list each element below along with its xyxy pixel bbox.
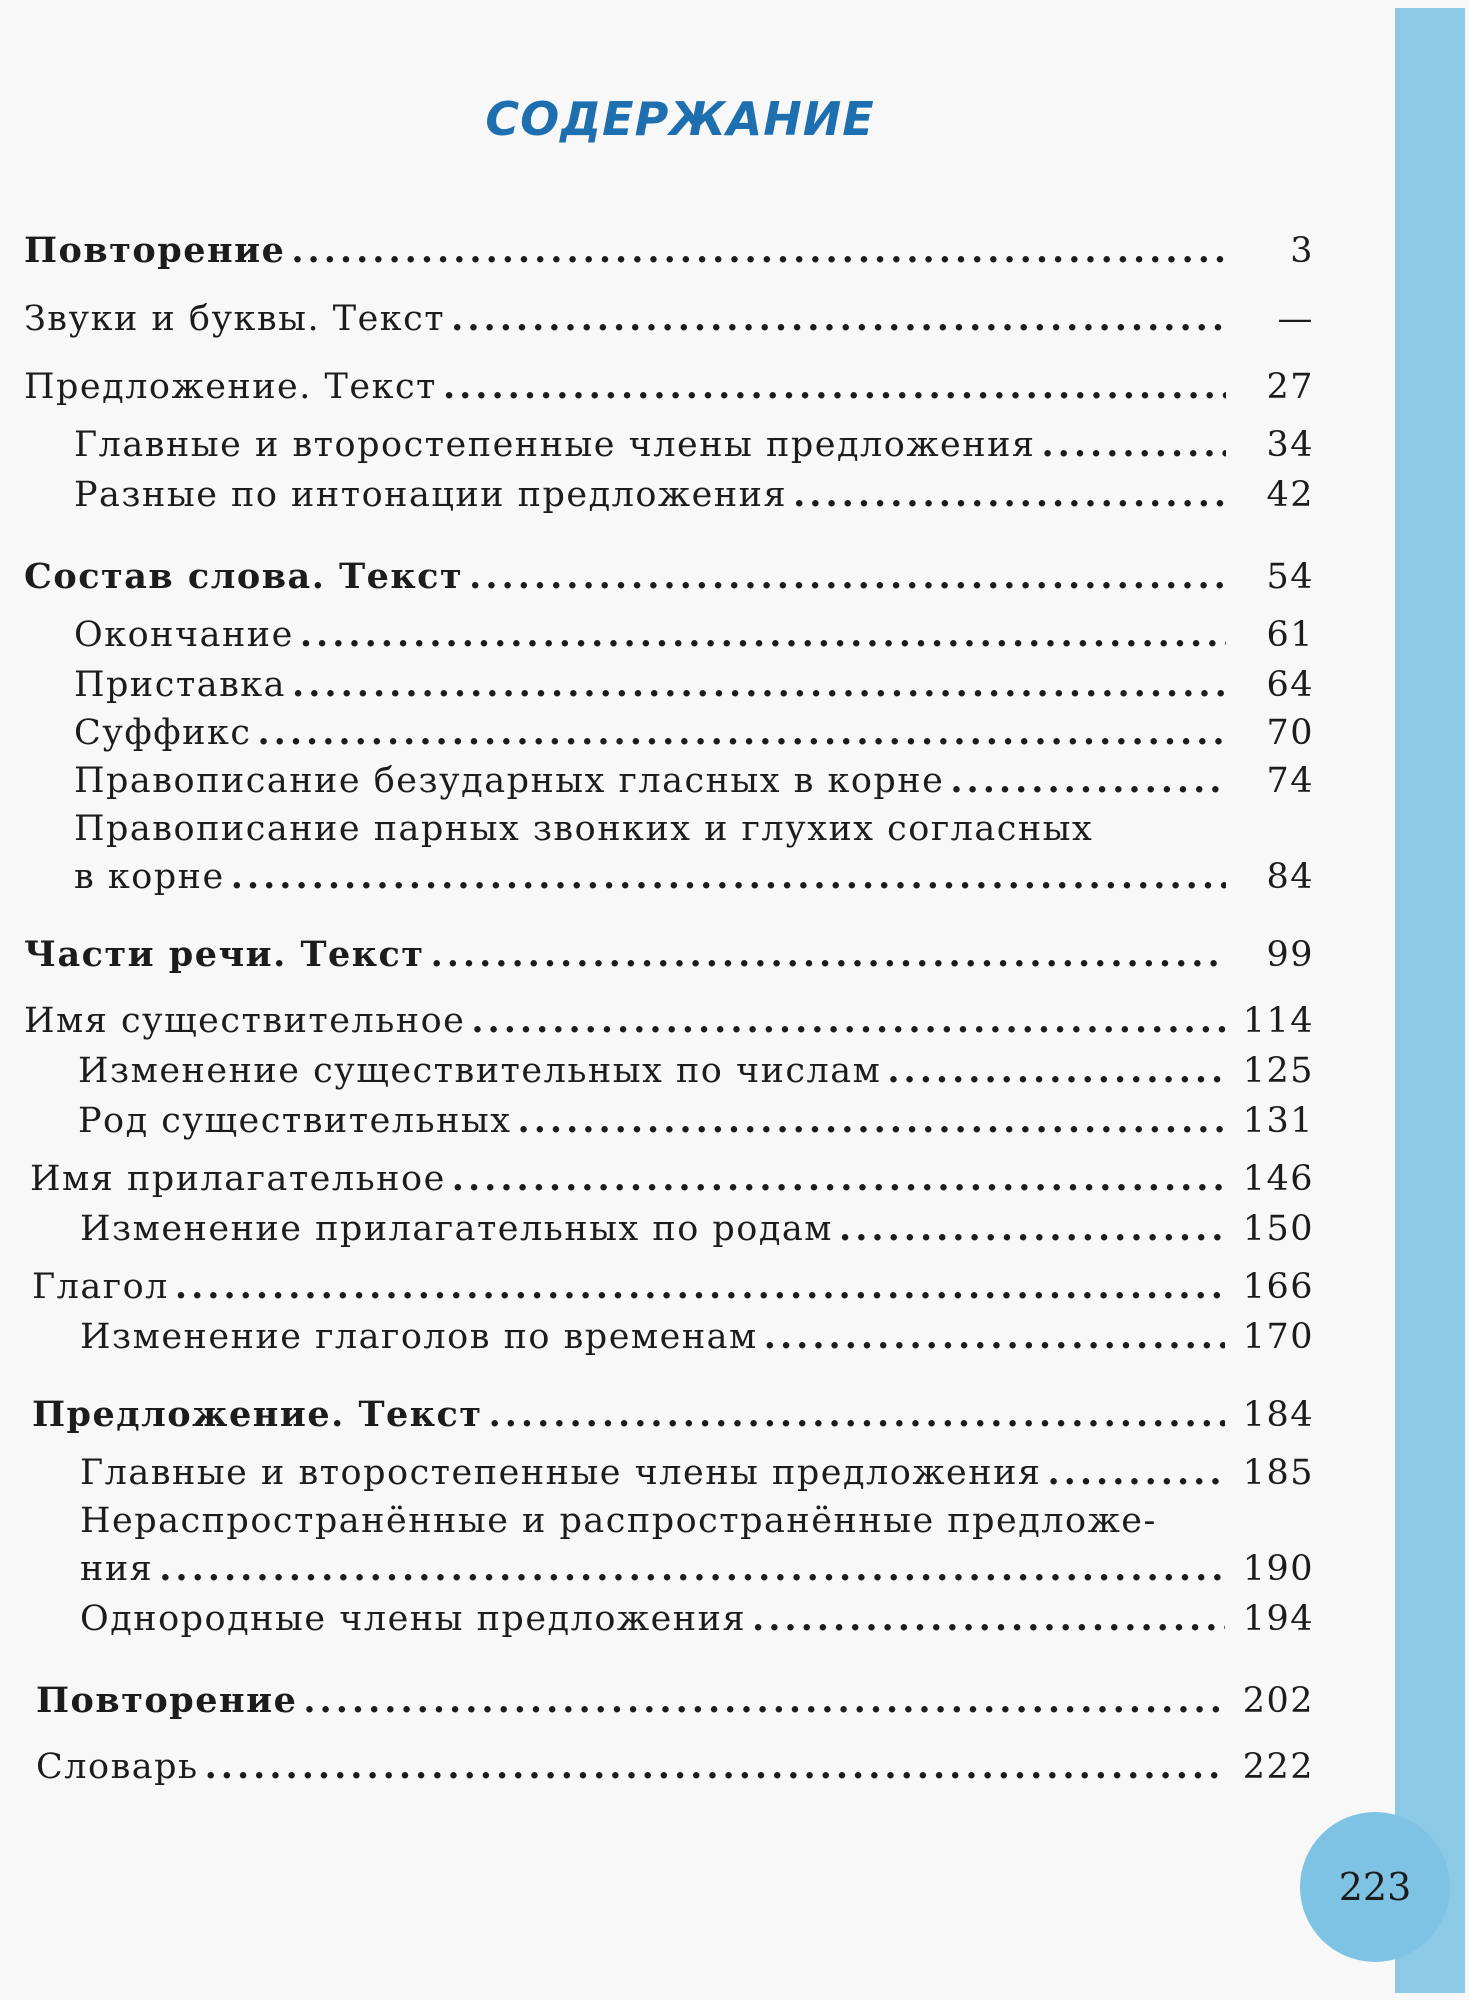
page-number: 223	[1338, 1865, 1412, 1909]
leader-dots	[489, 1394, 1225, 1436]
toc-entry-page: 194	[1242, 1599, 1314, 1639]
toc-entry-page: 222	[1242, 1747, 1314, 1787]
toc-entry-page: 185	[1242, 1453, 1314, 1493]
toc-entry-page: 114	[1242, 1001, 1314, 1041]
toc-entry-page: 74	[1266, 761, 1314, 801]
leader-dots	[175, 1266, 1225, 1308]
toc-entry-page: 184	[1242, 1395, 1314, 1435]
toc-entry	[78, 1050, 1314, 1092]
toc-entry-page: 150	[1242, 1209, 1314, 1249]
toc-entry-label: ния	[80, 1549, 154, 1589]
toc-entry-label: Изменение прилагательных по родам	[80, 1209, 834, 1249]
toc-entry	[36, 1680, 1314, 1722]
leader-dots	[159, 1548, 1224, 1590]
toc-entry-label: Главные и второстепенные члены предложения	[80, 1453, 1042, 1493]
toc-entry	[36, 1746, 1314, 1788]
leader-dots	[431, 934, 1226, 976]
leader-dots	[205, 1746, 1225, 1788]
toc-entry-page: 34	[1266, 425, 1314, 465]
page-edge-strip	[1395, 8, 1465, 1993]
toc-entry-page: 131	[1242, 1101, 1314, 1141]
leader-dots	[752, 1598, 1225, 1640]
toc-entry	[24, 934, 1314, 976]
toc-entry-page: 70	[1266, 713, 1314, 753]
toc-entry-label: Разные по интонации предложения	[74, 475, 788, 515]
toc-entry	[24, 230, 1314, 272]
toc-entry-label: в корне	[74, 857, 225, 897]
toc-entry-label: Однородные члены предложения	[80, 1599, 747, 1639]
toc-entry	[74, 712, 1314, 754]
toc-entry-page: 3	[1290, 231, 1314, 271]
toc-entry	[78, 1100, 1314, 1142]
toc-entry	[24, 298, 1314, 340]
toc-entry	[74, 474, 1314, 516]
toc-entry	[32, 1266, 1314, 1308]
toc-entry	[24, 1000, 1314, 1042]
page-title: СОДЕРЖАНИЕ	[485, 92, 875, 146]
leader-dots	[303, 1680, 1224, 1722]
toc-entry	[24, 556, 1314, 598]
toc-entry	[80, 1452, 1314, 1494]
toc-entry-page: 54	[1266, 557, 1314, 597]
toc-entry	[74, 424, 1314, 466]
leader-dots	[451, 298, 1226, 340]
leader-dots	[257, 712, 1226, 754]
toc-entry-label: Изменение глаголов по временам	[80, 1317, 758, 1357]
leader-dots	[518, 1100, 1225, 1142]
leader-dots	[1041, 424, 1226, 466]
toc-entry-label: Части речи. Текст	[24, 934, 425, 975]
toc-entry-page: 146	[1242, 1159, 1314, 1199]
toc-entry-label: Изменение существительных по числам	[78, 1051, 882, 1091]
toc-entry	[32, 1394, 1314, 1436]
leader-dots	[793, 474, 1226, 516]
leader-dots	[839, 1208, 1225, 1250]
toc-entry-page: 166	[1242, 1267, 1314, 1307]
toc-entry-label: Имя существительное	[24, 1001, 466, 1041]
toc-entry-label-line1: Правописание парных звонких и глухих согласных	[74, 809, 1094, 849]
leader-dots	[469, 556, 1226, 598]
toc-entry-page: 170	[1242, 1317, 1314, 1357]
toc-entry-label: Предложение. Текст	[24, 367, 437, 407]
toc-entry-label: Звуки и буквы. Текст	[24, 299, 446, 339]
toc-entry-label: Имя прилагательное	[30, 1159, 446, 1199]
toc-entry-page: 125	[1242, 1051, 1314, 1091]
leader-dots	[292, 664, 1226, 706]
toc-entry-page: 202	[1242, 1681, 1314, 1721]
leader-dots	[764, 1316, 1225, 1358]
toc-entry	[74, 856, 1314, 898]
toc-entry-page: 42	[1266, 475, 1314, 515]
page-number-badge	[1300, 1812, 1450, 1962]
toc-entry-page: 84	[1266, 857, 1314, 897]
toc-entry	[30, 1158, 1314, 1200]
toc-entry	[80, 1316, 1314, 1358]
leader-dots	[471, 1000, 1224, 1042]
toc-entry-label: Род существительных	[78, 1101, 512, 1141]
toc-entry-label: Предложение. Текст	[32, 1394, 483, 1435]
toc-entry-page: 190	[1242, 1549, 1314, 1589]
toc-entry-label: Повторение	[36, 1680, 298, 1721]
toc-entry-page: 99	[1266, 935, 1314, 975]
toc-entry	[74, 664, 1314, 706]
leader-dots	[887, 1050, 1224, 1092]
toc-entry-label: Главные и второстепенные члены предложения	[74, 425, 1036, 465]
leader-dots	[950, 760, 1226, 802]
toc-entry	[74, 614, 1314, 656]
toc-entry-label: Словарь	[36, 1747, 199, 1787]
toc-entry-page: 64	[1266, 665, 1314, 705]
toc-entry-label: Правописание безударных гласных в корне	[74, 761, 945, 801]
toc-entry-label: Состав слова. Текст	[24, 556, 464, 597]
toc-entry	[80, 1548, 1314, 1590]
toc-entry-page: 61	[1266, 615, 1314, 655]
toc-entry	[80, 1208, 1314, 1250]
leader-dots	[291, 230, 1226, 272]
toc-entry	[80, 1598, 1314, 1640]
leader-dots	[231, 856, 1226, 898]
toc-entry-label: Глагол	[32, 1267, 169, 1307]
toc-entry-label-line1: Нераспространённые и распространённые предложе-	[80, 1501, 1157, 1541]
toc-entry-page: 27	[1266, 367, 1314, 407]
toc-entry-label: Суффикс	[74, 713, 252, 753]
leader-dots	[452, 1158, 1225, 1200]
toc-entry-label: Повторение	[24, 230, 286, 271]
toc-entry	[74, 760, 1314, 802]
toc-entry-label: Приставка	[74, 665, 287, 705]
leader-dots	[300, 614, 1226, 656]
toc-entry-page: —	[1277, 299, 1314, 339]
toc-entry	[24, 366, 1314, 408]
toc-entry-label: Окончание	[74, 615, 294, 655]
leader-dots	[1047, 1452, 1224, 1494]
leader-dots	[443, 366, 1226, 408]
